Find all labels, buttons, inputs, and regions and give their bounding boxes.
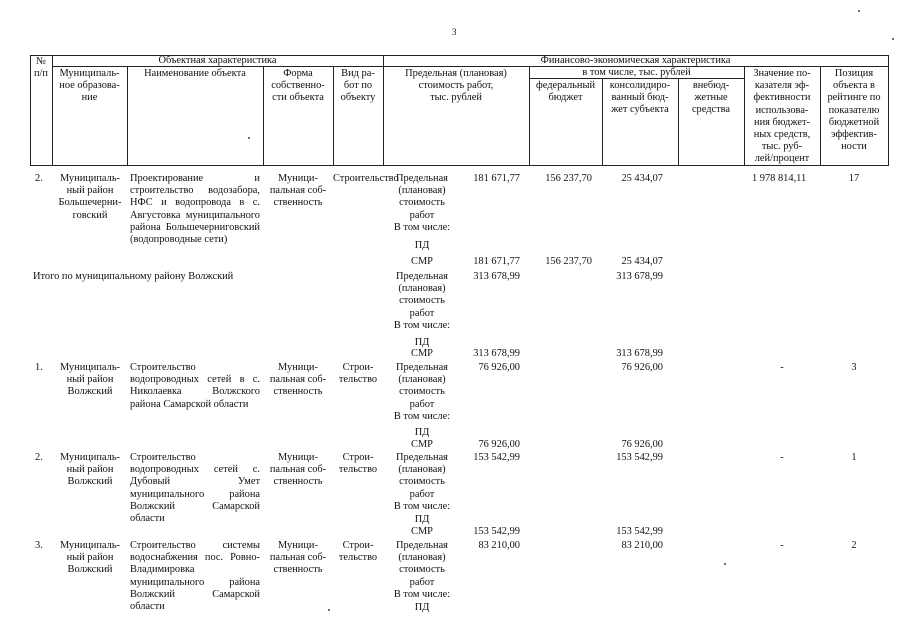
finance-group-header: Финансово-экономическая характеристика — [540, 55, 731, 66]
including-header: в том числе, тыс. рублей — [582, 67, 691, 78]
row-municipal: Муниципаль- ный район Большечерни- говский — [58, 173, 122, 221]
col-offbudget-header: внебюд- жетные средства — [691, 80, 731, 116]
row-num: 1. — [35, 362, 43, 373]
row-smr-label: СМР — [411, 439, 433, 450]
row-ownership: Муници- пальная соб- ственность — [269, 452, 327, 488]
scan-speck — [858, 10, 860, 12]
row-worktype: Строи- тельство — [338, 452, 378, 476]
row-object-name: Проектирование и строительство водозабора, НФС и водопровода в с. Августовка муниципального района Большечерниговский (водопроводные сети) — [130, 173, 260, 246]
row-indicator: - — [780, 362, 784, 373]
row-ownership: Муници- пальная соб- ственность — [269, 362, 327, 398]
row-limit-total: 181 671,77 — [473, 173, 520, 184]
row-ownership: Муници- пальная соб- ственность — [269, 540, 327, 576]
subtotal-limit-total: 313 678,99 — [473, 271, 520, 282]
col-position-header: Позиция объекта в рейтинге по показателю бюджетной эффектив- ности — [827, 68, 881, 153]
row-position: 1 — [851, 452, 857, 463]
scan-speck — [248, 137, 250, 139]
row-smr-consolidated: 25 434,07 — [621, 256, 663, 267]
row-limit-total: 76 926,00 — [478, 362, 520, 373]
row-limit-label: Предельная (плановая) стоимость работ В том числе: — [393, 452, 451, 512]
grid-v-2 — [127, 66, 128, 166]
row-worktype: Строительство — [333, 173, 399, 184]
row-pd-label: ПД — [414, 240, 430, 251]
row-worktype: Строи- тельство — [338, 362, 378, 386]
row-position: 3 — [851, 362, 857, 373]
row-limit-label: Предельная (плановая) стоимость работ В том числе: — [393, 540, 451, 600]
subtotal-pd-label: ПД — [414, 337, 430, 348]
row-consolidated-total: 25 434,07 — [621, 173, 663, 184]
row-municipal: Муниципаль- ный район Волжский — [59, 452, 121, 488]
col-worktype-header: Вид ра- бот по объекту — [340, 68, 376, 104]
row-limit-label: Предельная (плановая) стоимость работ В том числе: — [393, 362, 451, 422]
row-worktype: Строи- тельство — [338, 540, 378, 564]
row-pd-label: ПД — [414, 427, 430, 438]
subtotal-smr-consolidated: 313 678,99 — [616, 348, 663, 359]
scan-speck — [724, 563, 726, 565]
row-num: 2. — [35, 452, 43, 463]
row-smr-limit: 181 671,77 — [473, 256, 520, 267]
subtotal-limit-label: Предельная (плановая) стоимость работ В том числе: — [393, 271, 451, 331]
col-name-header: Наименование объекта — [144, 68, 246, 79]
col-municipal-header: Муниципаль- ное образова- ние — [59, 68, 120, 104]
row-ownership: Муници- пальная соб- ственность — [269, 173, 327, 209]
row-smr-label: СМР — [411, 256, 433, 267]
row-object-name: Строительство водопроводных сетей в с. Николаевка Волжского района Самарской области — [130, 362, 260, 410]
row-object-name: Строительство водопроводных сетей с. Дубовый Умет муниципального района Волжский Самарской области — [130, 452, 260, 525]
row-limit-total: 83 210,00 — [478, 540, 520, 551]
row-limit-total: 153 542,99 — [473, 452, 520, 463]
col-num-header: № п/п — [33, 56, 48, 80]
row-smr-limit: 76 926,00 — [478, 439, 520, 450]
row-smr-label: СМР — [411, 526, 433, 537]
row-consolidated-total: 153 542,99 — [616, 452, 663, 463]
row-num: 3. — [35, 540, 43, 551]
row-indicator: - — [780, 452, 784, 463]
subtotal-consolidated-total: 313 678,99 — [616, 271, 663, 282]
row-pd-label: ПД — [414, 602, 430, 613]
object-group-header: Объектная характеристика — [158, 55, 277, 66]
row-consolidated-total: 76 926,00 — [621, 362, 663, 373]
col-limit-header: Предельная (плановая) стоимость работ, тыс. рублей — [405, 68, 507, 104]
row-smr-limit: 153 542,99 — [473, 526, 520, 537]
subtotal-title: Итого по муниципальному району Волжский — [33, 271, 234, 282]
row-indicator: 1 978 814,11 — [752, 173, 807, 184]
row-num: 2. — [35, 173, 43, 184]
row-smr-consolidated: 153 542,99 — [616, 526, 663, 537]
row-smr-consolidated: 76 926,00 — [621, 439, 663, 450]
col-ownership-header: Форма собственно- сти объекта — [271, 68, 325, 104]
col-indicator-header: Значение по- казателя эф- фективности использова- ния бюджет- ных средств, тыс. руб- лей/процент — [753, 68, 811, 165]
row-limit-label: Предельная (плановая) стоимость работ В том числе: — [393, 173, 451, 233]
row-pd-label: ПД — [414, 514, 430, 525]
scan-speck — [328, 609, 330, 611]
scan-speck — [892, 38, 894, 40]
row-municipal: Муниципаль- ный район Волжский — [59, 362, 121, 398]
row-federal-total: 156 237,70 — [545, 173, 592, 184]
row-position: 17 — [848, 173, 860, 184]
row-object-name: Строительство системы водоснабжения пос. Ровно-Владимировка муниципального района Волжский Самарской области — [130, 540, 260, 613]
row-municipal: Муниципаль- ный район Волжский — [59, 540, 121, 576]
grid-v-11 — [888, 55, 889, 166]
row-consolidated-total: 83 210,00 — [621, 540, 663, 551]
col-federal-header: федеральный бюджет — [535, 80, 596, 104]
page-number: 3 — [452, 27, 457, 37]
subtotal-smr-limit: 313 678,99 — [473, 348, 520, 359]
row-position: 2 — [851, 540, 857, 551]
subtotal-smr-label: СМР — [411, 348, 433, 359]
row-indicator: - — [780, 540, 784, 551]
col-consolidated-header: консолидиро- ванный бюд- жет субъекта — [609, 80, 671, 116]
row-smr-federal: 156 237,70 — [545, 256, 592, 267]
